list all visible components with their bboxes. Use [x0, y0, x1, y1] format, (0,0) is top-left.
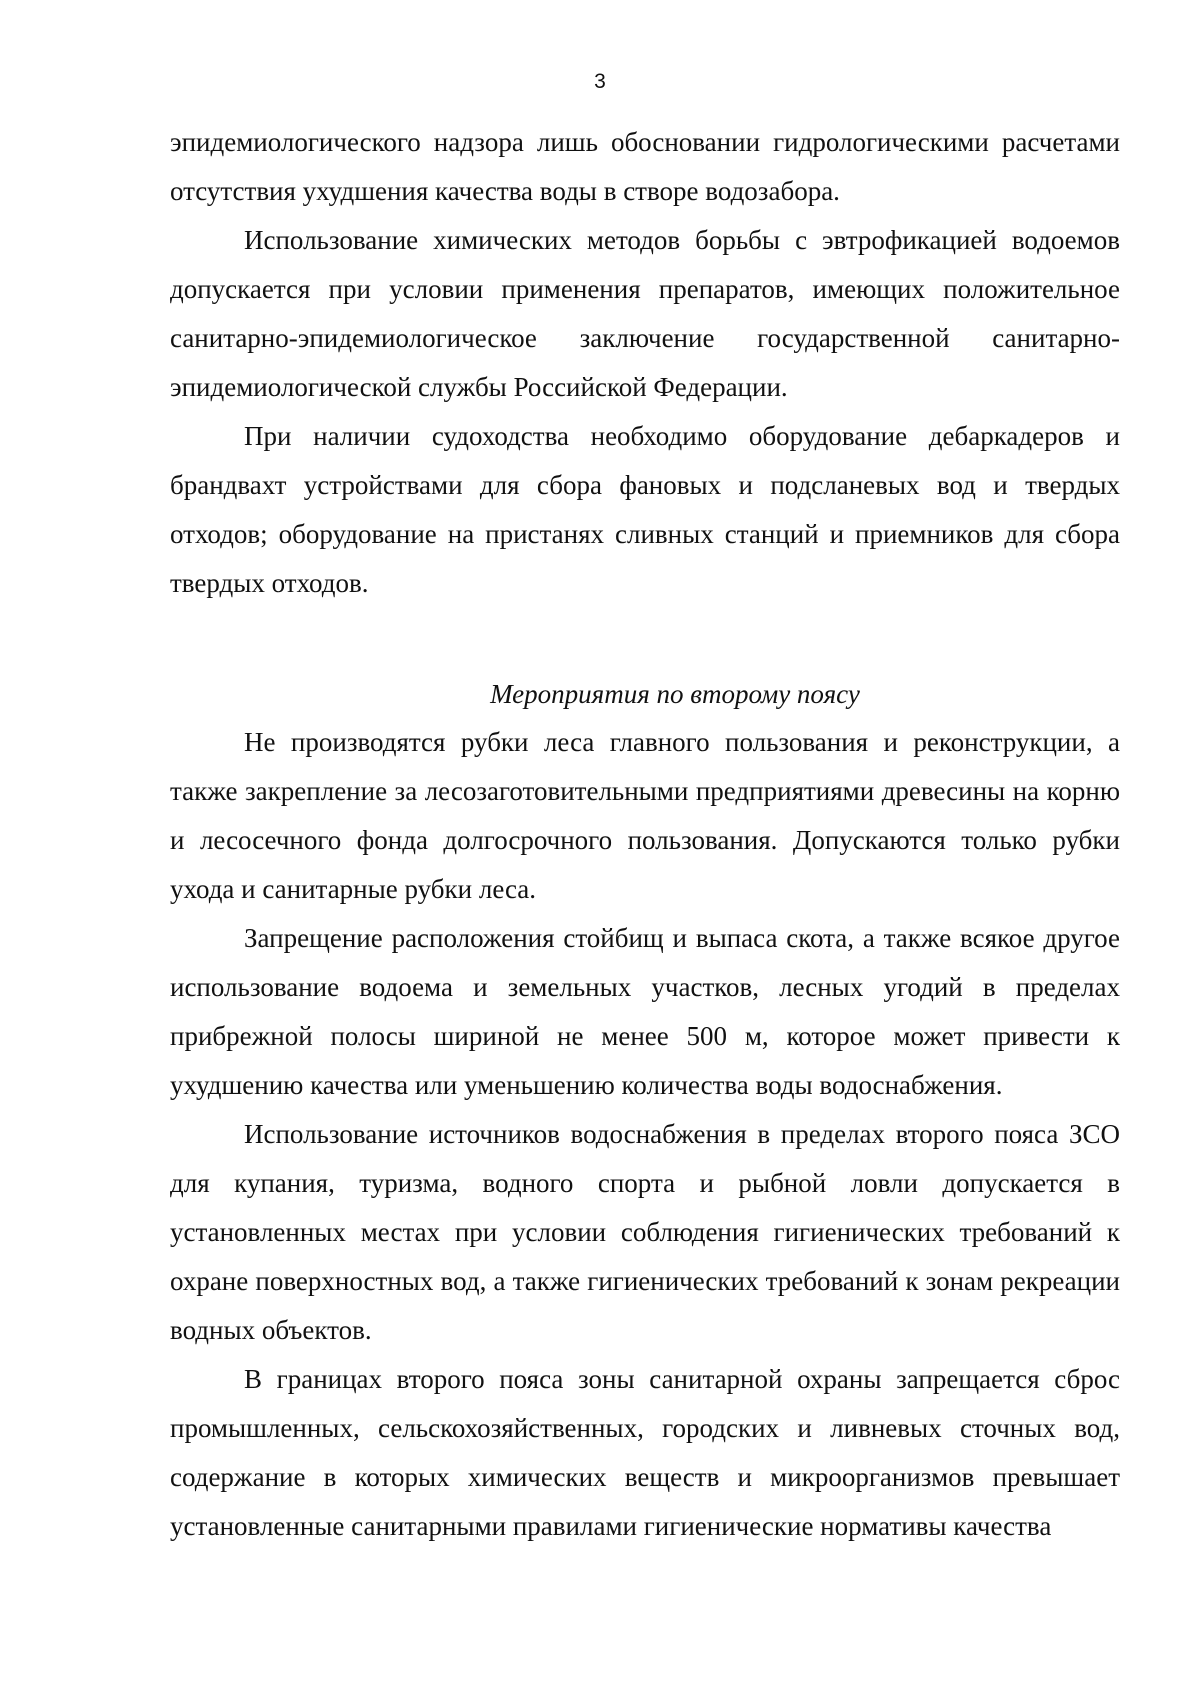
paragraph-shipping: При наличии судоходства необходимо оборудование дебаркадеров и брандвахт устройствами для сбора фановых и подсланевых вод и твердых отходов; оборудование на пристанях сливных станций и приемников для сбора твердых отходов.	[170, 421, 1120, 598]
paragraph-chemical-methods: Использование химических методов борьбы с эвтрофикацией водоемов допускается при условии применения препаратов, имеющих положительное санитарно-эпидемиологическое заключение государственной санитарно-эпидемиологической службы Российской Федерации.	[170, 225, 1120, 402]
document-body	[170, 118, 1120, 1551]
paragraph-grazing: Запрещение расположения стойбищ и выпаса скота, а также всякое другое использование водоема и земельных участков, лесных угодий в пределах прибрежной полосы шириной не менее 500 м, которое может привести к ухудшению качества или уменьшению количества воды водоснабжения.	[170, 923, 1120, 1100]
paragraph-continuation: эпидемиологического надзора лишь обосновании гидрологическими расчетами отсутствия ухудшения качества воды в створе водозабора.	[170, 127, 1120, 206]
page-number: 3	[594, 70, 606, 93]
paragraph-recreation: Использование источников водоснабжения в пределах второго пояса ЗСО для купания, туризма, водного спорта и рыбной ловли допускается в установленных местах при условии соблюдения гигиенических требований к охране поверхностных вод, а также гигиенических требований к зонам рекреации водных объектов.	[170, 1119, 1120, 1345]
paragraph-discharge: В границах второго пояса зоны санитарной охраны запрещается сброс промышленных, сельскохозяйственных, городских и ливневых сточных вод, содержание в которых химических веществ и микроорганизмов превышает установленные санитарными правилами гигиенические нормативы качества	[170, 1364, 1120, 1541]
paragraph-logging: Не производятся рубки леса главного пользования и реконструкции, а также закрепление за лесозаготовительными предприятиями древесины на корню и лесосечного фонда долгосрочного пользования. Допускаются только рубки ухода и санитарные рубки леса.	[170, 727, 1120, 904]
section-heading-second-zone: Мероприятия по второму поясу	[490, 679, 860, 709]
